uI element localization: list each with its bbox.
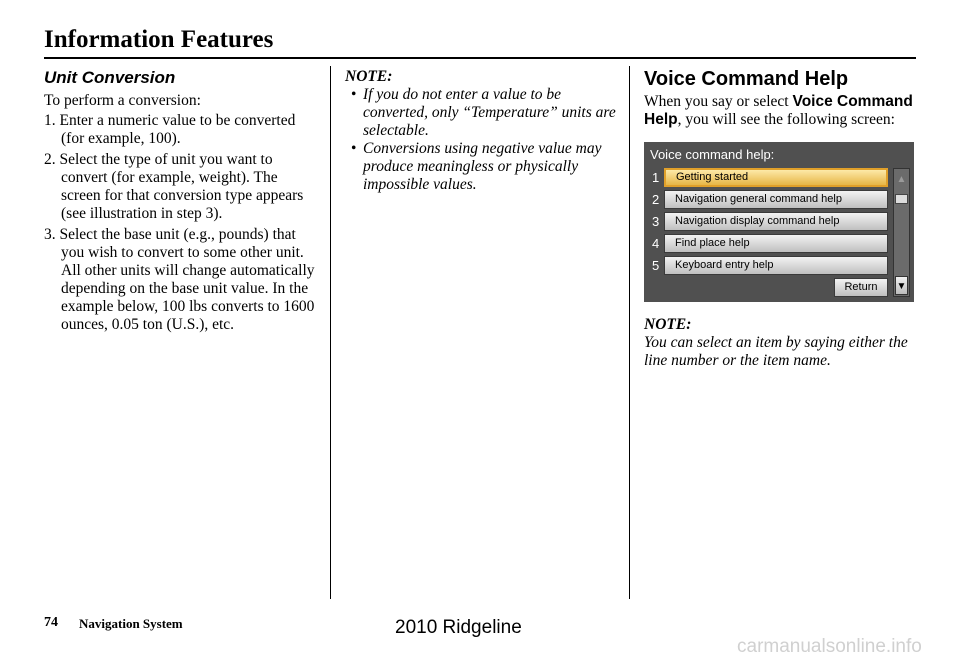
model-watermark: 2010 Ridgeline [395, 617, 522, 638]
menu-item-getting-started[interactable]: Getting started [664, 168, 888, 187]
scrollbar[interactable] [893, 168, 910, 297]
menu-number: 4 [652, 236, 660, 251]
note-label: NOTE: [644, 316, 692, 333]
column-divider [330, 66, 331, 599]
body-suffix: , you will see the following screen: [677, 111, 895, 128]
conversion-notes [345, 68, 621, 194]
step-item: 2. Select the type of unit you want to convert (for example, weight). The screen for that conversion type appears (see illustration in step 3). [44, 151, 304, 222]
scroll-thumb[interactable] [895, 194, 908, 204]
menu-row [644, 234, 894, 254]
step-item: 3. Select the base unit (e.g., pounds) that you wish to convert to some other unit. All other units will change automatically depending on the base unit value. In the example below, 100 lbs converts to 1600 ounces, 0.05 ton (U.S.), etc. [44, 226, 315, 333]
menu-row [644, 212, 894, 232]
unit-conversion-heading: Unit Conversion [44, 68, 176, 87]
menu-number: 2 [652, 192, 660, 207]
column-divider [629, 66, 630, 599]
body-bold: Voice Command Help [644, 93, 913, 128]
body-prefix: When you say or select [644, 93, 793, 110]
menu-item-navigation-general[interactable]: Navigation general command help [664, 190, 888, 209]
step-item: 1. Enter a numeric value to be converted (for example, 100). [44, 112, 296, 147]
menu-item-keyboard-entry[interactable]: Keyboard entry help [664, 256, 888, 275]
header-rule [44, 57, 916, 59]
voice-command-help-screen [644, 142, 914, 302]
footer-section: Navigation System [79, 616, 183, 631]
menu-number: 1 [652, 170, 660, 185]
menu-row [644, 190, 894, 210]
page-number: 74 [44, 615, 58, 630]
unit-conversion-intro: To perform a conversion: [44, 92, 201, 109]
note-label: NOTE: [345, 68, 393, 85]
menu-number: 3 [652, 214, 660, 229]
unit-conversion-steps [44, 112, 320, 334]
screen-title: Voice command help: [650, 147, 775, 162]
note-list [345, 86, 621, 194]
note-bullet: • Conversions using negative value may produce meaningless or physically impossible values. [345, 140, 621, 194]
scroll-up-icon[interactable]: ▲ [896, 174, 907, 185]
unit-conversion-section [44, 68, 320, 337]
site-watermark: carmanualsonline.info [737, 636, 922, 657]
note-bullet: • If you do not enter a value to be converted, only “Temperature” units are selectable. [345, 86, 621, 140]
menu-item-navigation-display[interactable]: Navigation display command help [664, 212, 888, 231]
page-title: Information Features [44, 26, 274, 53]
menu-number: 5 [652, 258, 660, 273]
note-text: You can select an item by saying either the line number or the item name. [644, 334, 908, 369]
voice-help-body [644, 93, 916, 129]
return-button[interactable]: Return [834, 278, 888, 297]
voice-command-help-section [644, 68, 916, 370]
menu-row [644, 168, 894, 188]
menu-row [644, 256, 894, 276]
menu-item-find-place[interactable]: Find place help [664, 234, 888, 253]
voice-command-help-heading: Voice Command Help [644, 68, 849, 90]
scroll-down-icon[interactable]: ▼ [895, 276, 908, 295]
